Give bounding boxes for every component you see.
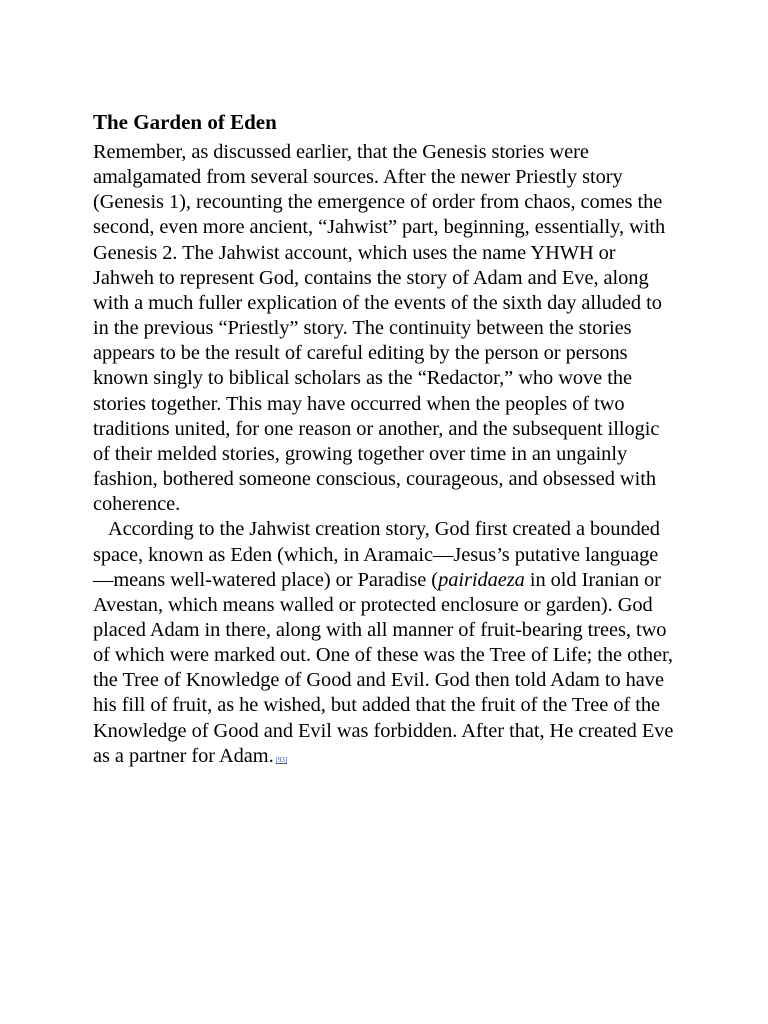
paragraph-1: Remember, as discussed earlier, that the Genesis stories were amalgamated from several sources. After the newer Priestly story (Genesis 1), recounting the emergence of order from chaos, comes the second, even more ancient, “Jahwist” part, beginning, essentially, with Genesis 2. The Jahwist account, which uses the name YHWH or Jahweh to represent God, contains the story of Adam and Eve, along with a much fuller explication of the events of the sixth day alluded to in the previous “Priestly” story. The continuity between the stories appears to be the result of careful editing by the person or persons known singly to biblical scholars as the “Redactor,” who wove the stories together. This may have occurred when the peoples of two traditions united, for one reason or another, and the subsequent illogic of their melded stories, growing together over time in an ungainly fashion, bothered someone conscious, courageous, and obsessed with coherence. <box>93 141 666 516</box>
paragraph-2 <box>93 517 678 773</box>
paragraph-2-text-start: According to the Jahwist creation story, God first created a bounded space, known as Eden (which, in Aramaic—Jesus’s putative language—means well-watered place) or Paradise ( <box>93 518 660 591</box>
footnote-link[interactable]: [93] <box>275 755 288 764</box>
document-page <box>93 108 678 773</box>
italic-term: pairidaeza <box>438 568 525 591</box>
section-heading: The Garden of Eden <box>93 110 277 134</box>
paragraph-2-text-end: in old Iranian or Avestan, which means walled or protected enclosure or garden). God placed Adam in there, along with all manner of fruit-bearing trees, two of which were marked out. One of these was the Tree of Life; the other, the Tree of Knowledge of Good and Evil. God then told Adam to have his fill of fruit, as he wished, but added that the fruit of the Tree of the Knowledge of Good and Evil was forbidden. After that, He created Eve as a partner for Adam. <box>93 568 674 767</box>
